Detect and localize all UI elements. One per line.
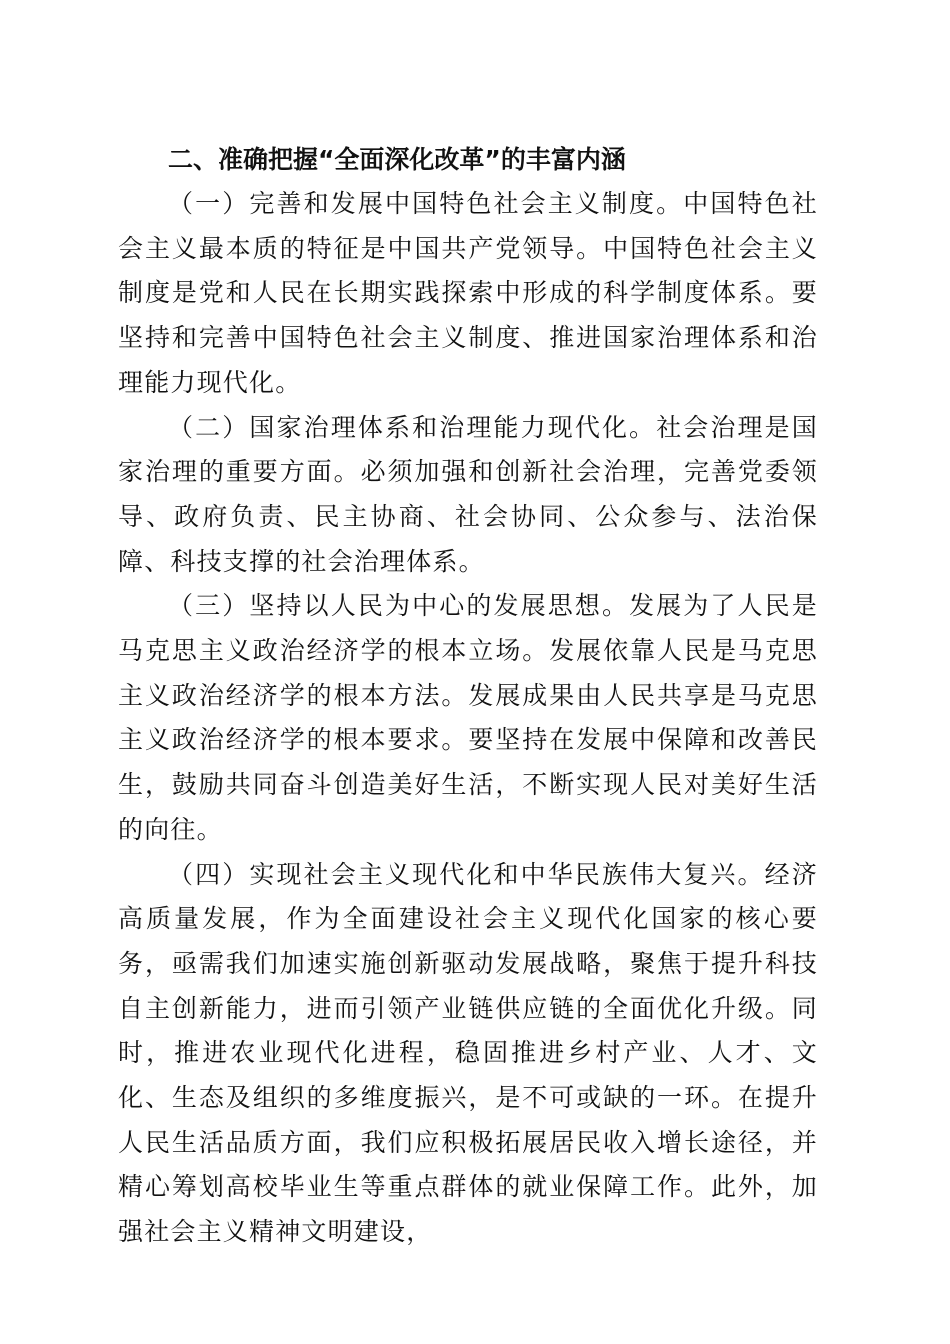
paragraph-2	[118, 406, 818, 585]
paragraph-1-lead: （一）完善和发展中国特色社会主义制度。	[168, 189, 684, 218]
paragraph-4-lead: （四）实现社会主义现代化和中华民族伟大复兴。	[168, 859, 765, 889]
document-page	[118, 138, 818, 1255]
paragraph-3-body: 发展为了人民是马克思主义政治经济学的根本立场。发展依靠人民是马克思主义政治经济学的根本方法。发展成果由人民共享是马克思主义政治经济学的根本要求。要坚持在发展中保障和改善民生，鼓励共同奋斗创造美好生活，不断实现人民对美好生活的向往。	[118, 591, 818, 844]
paragraph-4	[118, 853, 818, 1255]
paragraph-1-body: 中国特色社会主义最本质的特征是中国共产党领导。中国特色社会主义制度是党和人民在长期实践探索中形成的科学制度体系。要坚持和完善中国特色社会主义制度、推进国家治理体系和治理能力现代化。	[118, 189, 818, 397]
section-heading: 二、准确把握“全面深化改革”的丰富内涵	[168, 145, 626, 174]
paragraph-1	[118, 182, 818, 406]
paragraph-4-body: 经济高质量发展，作为全面建设社会主义现代化国家的核心要务，亟需我们加速实施创新驱动发展战略，聚焦于提升科技自主创新能力，进而引领产业链供应链的全面优化升级。同时，推进农业现代化进程，稳固推进乡村产业、人才、文化、生态及组织的多维度振兴，是不可或缺的一环。在提升人民生活品质方面，我们应积极拓展居民收入增长途径，并精心筹划高校毕业生等重点群体的就业保障工作。此外，加强社会主义精神文明建设，	[118, 859, 818, 1247]
paragraph-3-lead: （三）坚持以人民为中心的发展思想。	[168, 591, 630, 621]
paragraph-2-body: 社会治理是国家治理的重要方面。必须加强和创新社会治理，完善党委领导、政府负责、民主协商、社会协同、公众参与、法治保障、科技支撑的社会治理体系。	[118, 412, 818, 576]
paragraph-3	[118, 584, 818, 852]
paragraph-2-lead: （二）国家治理体系和治理能力现代化。	[168, 412, 657, 442]
